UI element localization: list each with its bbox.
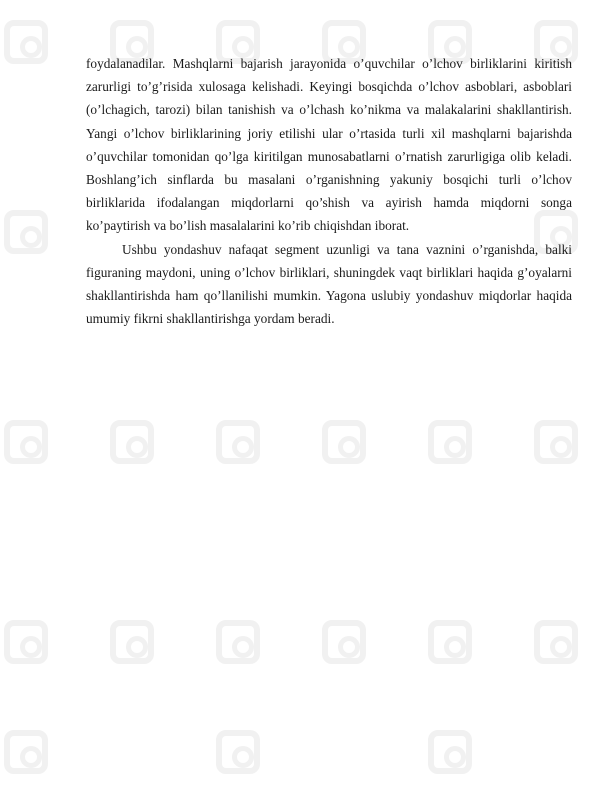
document-body — [86, 52, 572, 330]
paragraph-2: Ushbu yondashuv nafaqat segment uzunligi va tana vaznini o’rganishda, balki figuraning maydoni, uning o’lchov birliklari, shuningdek vaqt birliklari haqida g’oyalarni shakllantirishda ham qo’llanilishi mumkin. Yagona uslubiy yondashuv miqdorlar haqida umumiy fikrni shakllantirishga yordam beradi. — [86, 241, 572, 327]
paragraph-1: foydalanadilar. Mashqlarni bajarish jarayonida o’quvchilar o’lchov birliklarini kiritish zarurligi to’g’risida xulosaga kelishadi. Keyingi bosqichda o’lchov asboblari, asboblari (o’lchagich, tarozi) bilan tanishish va o’lchash ko’nikma va malakalarini shakllantirish. Yangi o’lchov birliklarining joriy etilishi ular o’rtasida turli xil mashqlarni bajarishda o’quvchilar tomonidan qo’lga kiritilgan munosabatlarni o’rnatish zarurligiga olib keladi. Boshlang’ich sinflarda bu masalani o’rganishning yakuniy bosqichi turli o’lchov birliklarida ifodalangan miqdorlarni qo’shish va ayirish hamda miqdorni songa ko’paytirish va bo’lish masalalarini ko’rib chiqishdan iborat. — [86, 56, 572, 234]
